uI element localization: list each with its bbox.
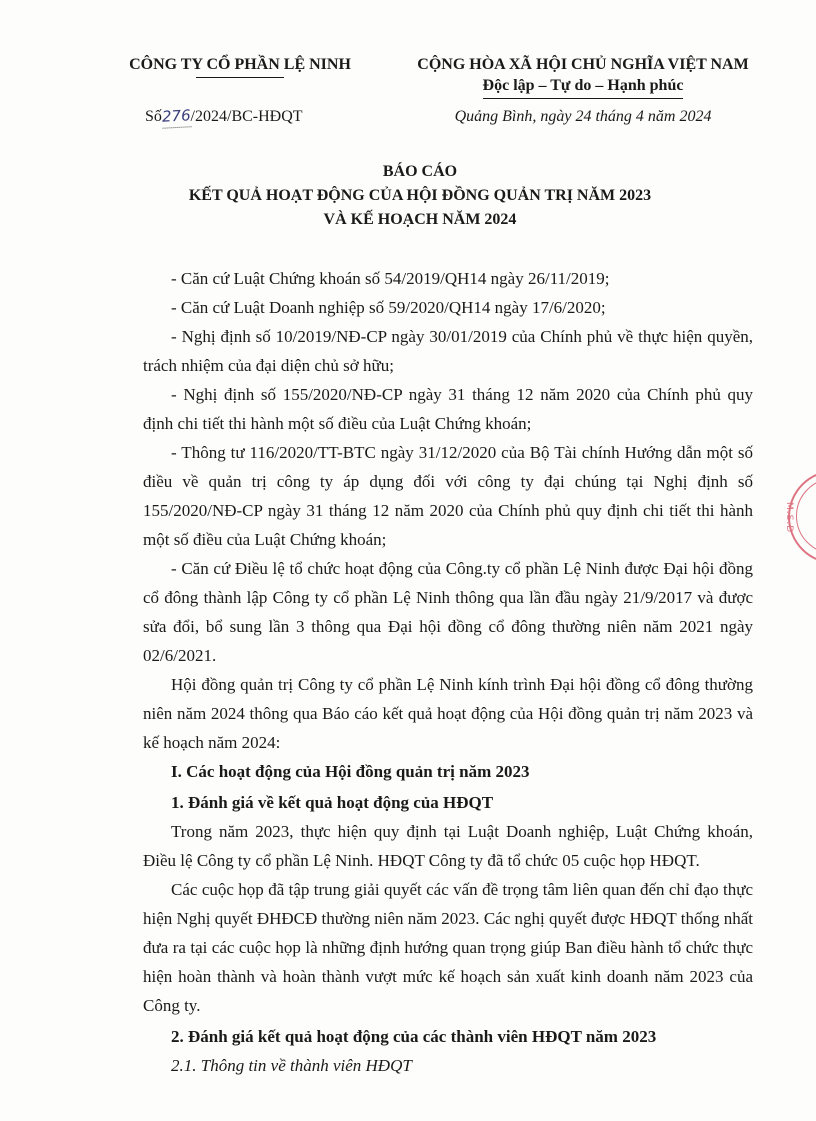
company-seal-stamp — [784, 470, 816, 564]
subsection-2-1-heading: 2.1. Thông tin về thành viên HĐQT — [171, 1056, 412, 1075]
company-underline — [196, 77, 284, 78]
subsection-1-para-1: Trong năm 2023, thực hiện quy định tại Luật Doanh nghiệp, Luật Chứng khoán, Điều lệ Công ty cổ phần Lệ Ninh. HĐQT Công ty đã tổ chức 05 cuộc họp HĐQT. — [143, 822, 753, 870]
intro-paragraph: Hội đồng quản trị Công ty cổ phần Lệ Ninh kính trình Đại hội đồng cổ đông thường niên năm 2024 thông qua Báo cáo kết quả hoạt động của Hội đồng quản trị năm 2023 và kế hoạch năm 2024: — [143, 675, 753, 752]
legal-basis-5: - Thông tư 116/2020/TT-BTC ngày 31/12/2020 của Bộ Tài chính Hướng dẫn một số điều về quản trị công ty áp dụng đối với công ty đại chúng tại Nghị định số 155/2020/NĐ-CP ngày 31 tháng 12 năm 2020 của Chính phủ quy định chi tiết thi hành một số điều của Luật Chứng khoán; — [143, 443, 753, 549]
section-1-heading: I. Các hoạt động của Hội đồng quản trị năm 2023 — [171, 762, 530, 781]
country-name: CỘNG HÒA XÃ HỘI CHỦ NGHĨA VIỆT NAM — [417, 56, 749, 73]
title-line-3: VÀ KẾ HOẠCH NĂM 2024 — [323, 211, 517, 228]
company-name: CÔNG TY CỔ PHẦN LỆ NINH — [129, 56, 351, 73]
doc-number-prefix: Số — [145, 108, 162, 125]
report-title — [90, 160, 750, 232]
subsection-2-heading: 2. Đánh giá kết quả hoạt động của các thành viên HĐQT năm 2023 — [171, 1027, 657, 1046]
doc-number-handwritten: 276 — [161, 104, 191, 128]
seal-text: M.S.D — [784, 502, 794, 534]
title-line-1: BÁO CÁO — [382, 163, 458, 180]
national-header — [398, 55, 768, 99]
subsection-1-para-2: Các cuộc họp đã tập trung giải quyết các vấn đề trọng tâm liên quan đến chỉ đạo thực hiện Nghị quyết ĐHĐCĐ thường niên năm 2023. Các nghị quyết được HĐQT thống nhất đưa ra tại các cuộc họp là những định hướng quan trọng giúp Ban điều hành tổ chức thực hiện hoàn thành và hoàn thành vượt mức kế hoạch sản xuất kinh doanh năm 2023 của Công ty. — [143, 880, 753, 1015]
title-line-2: KẾT QUẢ HOẠT ĐỘNG CỦA HỘI ĐỒNG QUẢN TRỊ NĂM 2023 — [188, 187, 652, 204]
seal-inner-ring — [796, 478, 816, 554]
legal-basis-6: - Căn cứ Điều lệ tổ chức hoạt động của Công.ty cổ phần Lệ Ninh được Đại hội đồng cổ đông thành lập Công ty cổ phần Lệ Ninh thông qua lần đầu ngày 21/9/2017 và được sửa đổi, bổ sung lần 3 thông qua Đại hội đồng cổ đông thường niên năm 2021 ngày 02/6/2021. — [143, 559, 753, 665]
place-date: Quảng Bình, ngày 24 tháng 4 năm 2024 — [454, 108, 712, 125]
legal-basis-3: - Nghị định số 10/2019/NĐ-CP ngày 30/01/2019 của Chính phủ về thực hiện quyền, trách nhiệm của đại diện chủ sở hữu; — [143, 327, 753, 375]
company-header — [110, 55, 370, 78]
national-motto: Độc lập – Tự do – Hạnh phúc — [483, 75, 684, 99]
doc-number-suffix: /2024/BC-HĐQT — [190, 108, 303, 125]
legal-basis-1: - Căn cứ Luật Chứng khoán số 54/2019/QH14 ngày 26/11/2019; — [171, 269, 610, 288]
report-body — [143, 264, 753, 1080]
legal-basis-2: - Căn cứ Luật Doanh nghiệp số 59/2020/QH14 ngày 17/6/2020; — [171, 298, 606, 317]
legal-basis-4: - Nghị định số 155/2020/NĐ-CP ngày 31 tháng 12 năm 2020 của Chính phủ quy định chi tiết thi hành một số điều của Luật Chứng khoán; — [143, 385, 753, 433]
subsection-1-heading: 1. Đánh giá về kết quả hoạt động của HĐQT — [171, 793, 494, 812]
document-number — [145, 105, 303, 128]
